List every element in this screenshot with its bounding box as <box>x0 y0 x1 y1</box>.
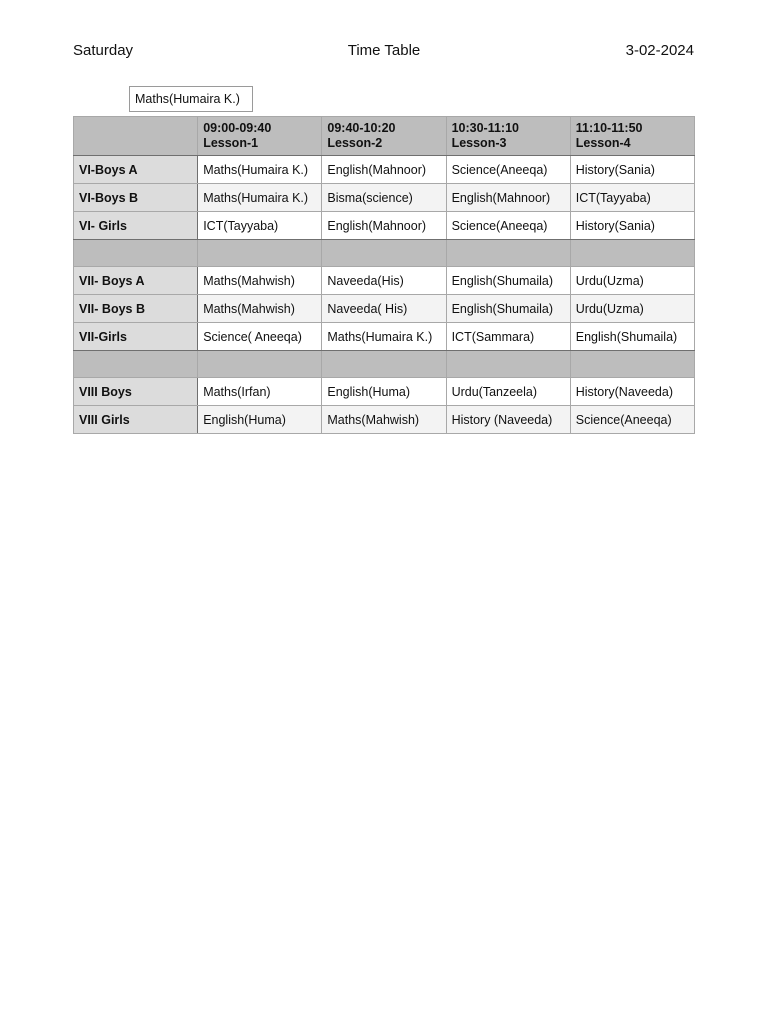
class-name-cell: VIII Girls <box>74 406 198 434</box>
lesson-cell: English(Shumaila) <box>570 323 694 351</box>
lesson-cell: ICT(Sammara) <box>446 323 570 351</box>
lesson-cell: Maths(Humaira K.) <box>198 156 322 184</box>
class-name-cell: VII- Boys B <box>74 295 198 323</box>
period-lesson: Lesson-3 <box>451 136 507 150</box>
timetable-header-row <box>74 117 695 156</box>
period-time: 10:30-11:10 <box>451 121 519 135</box>
class-name-cell: VII- Boys A <box>74 267 198 295</box>
class-name-cell: VIII Boys <box>74 378 198 406</box>
lesson-cell: English(Mahnoor) <box>322 212 446 240</box>
period-header-1 <box>198 117 322 156</box>
lesson-cell: Science(Aneeqa) <box>570 406 694 434</box>
separator-cell <box>446 351 570 378</box>
separator-cell <box>570 240 694 267</box>
lesson-cell: Science(Aneeqa) <box>446 212 570 240</box>
period-time: 09:00-09:40 <box>203 121 272 135</box>
table-row <box>74 267 695 295</box>
period-header-4 <box>570 117 694 156</box>
day-label: Saturday <box>73 42 134 59</box>
period-header-2 <box>322 117 446 156</box>
period-time: 11:10-11:50 <box>575 121 643 135</box>
lesson-cell: Maths(Humaira K.) <box>322 323 446 351</box>
lesson-cell: History(Naveeda) <box>570 378 694 406</box>
separator-cell <box>198 240 322 267</box>
table-row <box>74 212 695 240</box>
separator-cell <box>74 351 198 378</box>
lesson-cell: Maths(Mahwish) <box>198 267 322 295</box>
group-separator-row <box>74 240 695 267</box>
corner-header-cell <box>74 117 198 156</box>
table-row <box>74 378 695 406</box>
period-lesson: Lesson-2 <box>327 136 383 150</box>
lesson-cell: Science( Aneeqa) <box>198 323 322 351</box>
lesson-cell: English(Shumaila) <box>446 295 570 323</box>
lesson-cell: Urdu(Tanzeela) <box>446 378 570 406</box>
table-row <box>74 406 695 434</box>
class-name-cell: VI-Boys A <box>74 156 198 184</box>
table-row <box>74 184 695 212</box>
lesson-cell: Science(Aneeqa) <box>446 156 570 184</box>
timetable <box>73 116 695 434</box>
lesson-cell: History (Naveeda) <box>446 406 570 434</box>
lesson-cell: ICT(Tayyaba) <box>198 212 322 240</box>
page-title: Time Table <box>347 42 421 59</box>
period-header-3 <box>446 117 570 156</box>
lesson-cell: History(Sania) <box>570 156 694 184</box>
lesson-cell: Maths(Irfan) <box>198 378 322 406</box>
floating-text-box[interactable]: Maths(Humaira K.) <box>129 86 253 112</box>
lesson-cell: English(Huma) <box>198 406 322 434</box>
table-row <box>74 323 695 351</box>
period-lesson: Lesson-1 <box>203 136 259 150</box>
lesson-cell: Maths(Mahwish) <box>322 406 446 434</box>
lesson-cell: Maths(Humaira K.) <box>198 184 322 212</box>
period-lesson: Lesson-4 <box>575 136 631 150</box>
lesson-cell: English(Huma) <box>322 378 446 406</box>
lesson-cell: English(Mahnoor) <box>446 184 570 212</box>
separator-cell <box>198 351 322 378</box>
separator-cell <box>322 351 446 378</box>
table-row <box>74 156 695 184</box>
separator-cell <box>74 240 198 267</box>
lesson-cell: Naveeda( His) <box>322 295 446 323</box>
lesson-cell: Naveeda(His) <box>322 267 446 295</box>
lesson-cell: Bisma(science) <box>322 184 446 212</box>
lesson-cell: History(Sania) <box>570 212 694 240</box>
lesson-cell: English(Shumaila) <box>446 267 570 295</box>
separator-cell <box>570 351 694 378</box>
lesson-cell: English(Mahnoor) <box>322 156 446 184</box>
lesson-cell: Urdu(Uzma) <box>570 295 694 323</box>
table-row <box>74 295 695 323</box>
separator-cell <box>322 240 446 267</box>
lesson-cell: Urdu(Uzma) <box>570 267 694 295</box>
class-name-cell: VI- Girls <box>74 212 198 240</box>
lesson-cell: Maths(Mahwish) <box>198 295 322 323</box>
date-label: 3-02-2024 <box>625 42 694 59</box>
group-separator-row <box>74 351 695 378</box>
class-name-cell: VII-Girls <box>74 323 198 351</box>
class-name-cell: VI-Boys B <box>74 184 198 212</box>
lesson-cell: ICT(Tayyaba) <box>570 184 694 212</box>
separator-cell <box>446 240 570 267</box>
period-time: 09:40-10:20 <box>327 121 396 135</box>
